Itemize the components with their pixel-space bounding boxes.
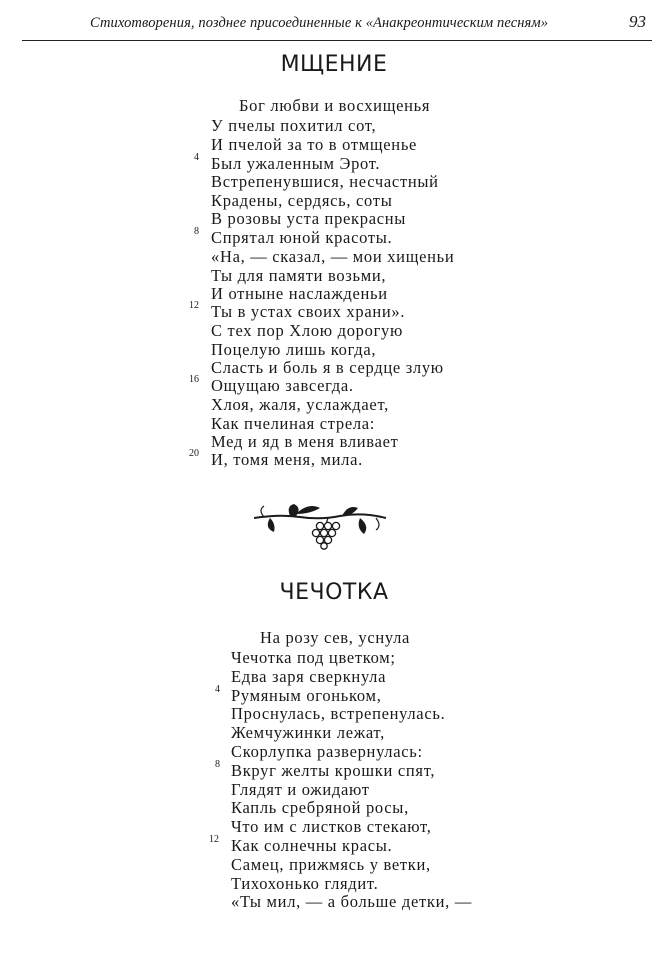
- line-number: 4: [194, 152, 199, 163]
- poem-line: Что им с листков стекают,: [231, 817, 432, 836]
- page-number: 93: [629, 12, 646, 31]
- poem-line: «На, — сказал, — мои хищеньи: [211, 247, 455, 266]
- running-head-title: Стихотворения, позднее присоединенные к «Анакреонтическим песням»: [90, 15, 549, 31]
- line-number: 20: [189, 448, 199, 459]
- line-number: 12: [189, 300, 199, 311]
- poem-line: Спрятал юной красоты.: [211, 228, 393, 247]
- poem-line: На розу сев, уснула: [260, 628, 411, 647]
- poem-line: Глядят и ожидают: [231, 780, 370, 799]
- poem-line: Жемчужинки лежат,: [231, 723, 385, 742]
- line-number: 16: [189, 374, 199, 385]
- poem-line: Как солнечны красы.: [231, 836, 393, 855]
- poem-line: Был ужаленным Эрот.: [211, 154, 381, 173]
- poem-line: Мед и яд в меня вливает: [211, 432, 399, 451]
- poem-line: Как пчелиная стрела:: [211, 414, 376, 433]
- poem-line: Ты для памяти возьми,: [211, 266, 387, 285]
- poem-line: Едва заря сверкнула: [231, 667, 387, 686]
- poem-line: Капль сребряной росы,: [231, 798, 409, 817]
- poem-title-chechotka: ЧЕЧОТКА: [279, 580, 389, 605]
- poem-line: Скорлупка развернулась:: [231, 742, 423, 761]
- poem-line: Проснулась, встрепенулась.: [231, 704, 446, 723]
- poem-line: С тех пор Хлою дорогую: [211, 321, 404, 340]
- poem-line: И отныне наслажденьи: [211, 284, 388, 303]
- poem-line: Румяным огоньком,: [231, 686, 382, 705]
- poem-line: Самец, прижмясь у ветки,: [231, 855, 431, 874]
- poem-line: В розовы уста прекрасны: [211, 209, 407, 228]
- running-head: [22, 4, 652, 41]
- poem-line: Поцелую лишь когда,: [211, 340, 377, 359]
- vine-grape-ornament-icon: [250, 500, 390, 550]
- poem-line: Сласть и боль я в сердце злую: [211, 358, 444, 377]
- poem-line: И, томя меня, мила.: [211, 450, 363, 469]
- line-number: 4: [215, 684, 220, 695]
- poem-line: Ты в устах своих храни».: [211, 302, 406, 321]
- poem-line: «Ты мил, — а больше детки, —: [231, 892, 473, 911]
- poem-line: Чечотка под цветком;: [231, 648, 396, 667]
- poem-line: Бог любви и восхищенья: [239, 96, 431, 115]
- poem-line: И пчелой за то в отмщенье: [211, 135, 418, 154]
- poem-line: Тихохонько глядит.: [231, 874, 379, 893]
- poem-line: Вкруг желты крошки спят,: [231, 761, 436, 780]
- line-number: 8: [194, 226, 199, 237]
- poem-line: Ощущаю завсегда.: [211, 376, 354, 395]
- line-number: 8: [215, 759, 220, 770]
- poem-line: Встрепенувшися, несчастный: [211, 172, 439, 191]
- poem-line: Крадены, сердясь, соты: [211, 191, 393, 210]
- line-number: 12: [209, 834, 219, 845]
- poem-title-mshchenie: МЩЕНИЕ: [280, 52, 388, 77]
- poem-line: У пчелы похитил сот,: [211, 116, 377, 135]
- poem-line: Хлоя, жаля, услаждает,: [211, 395, 389, 414]
